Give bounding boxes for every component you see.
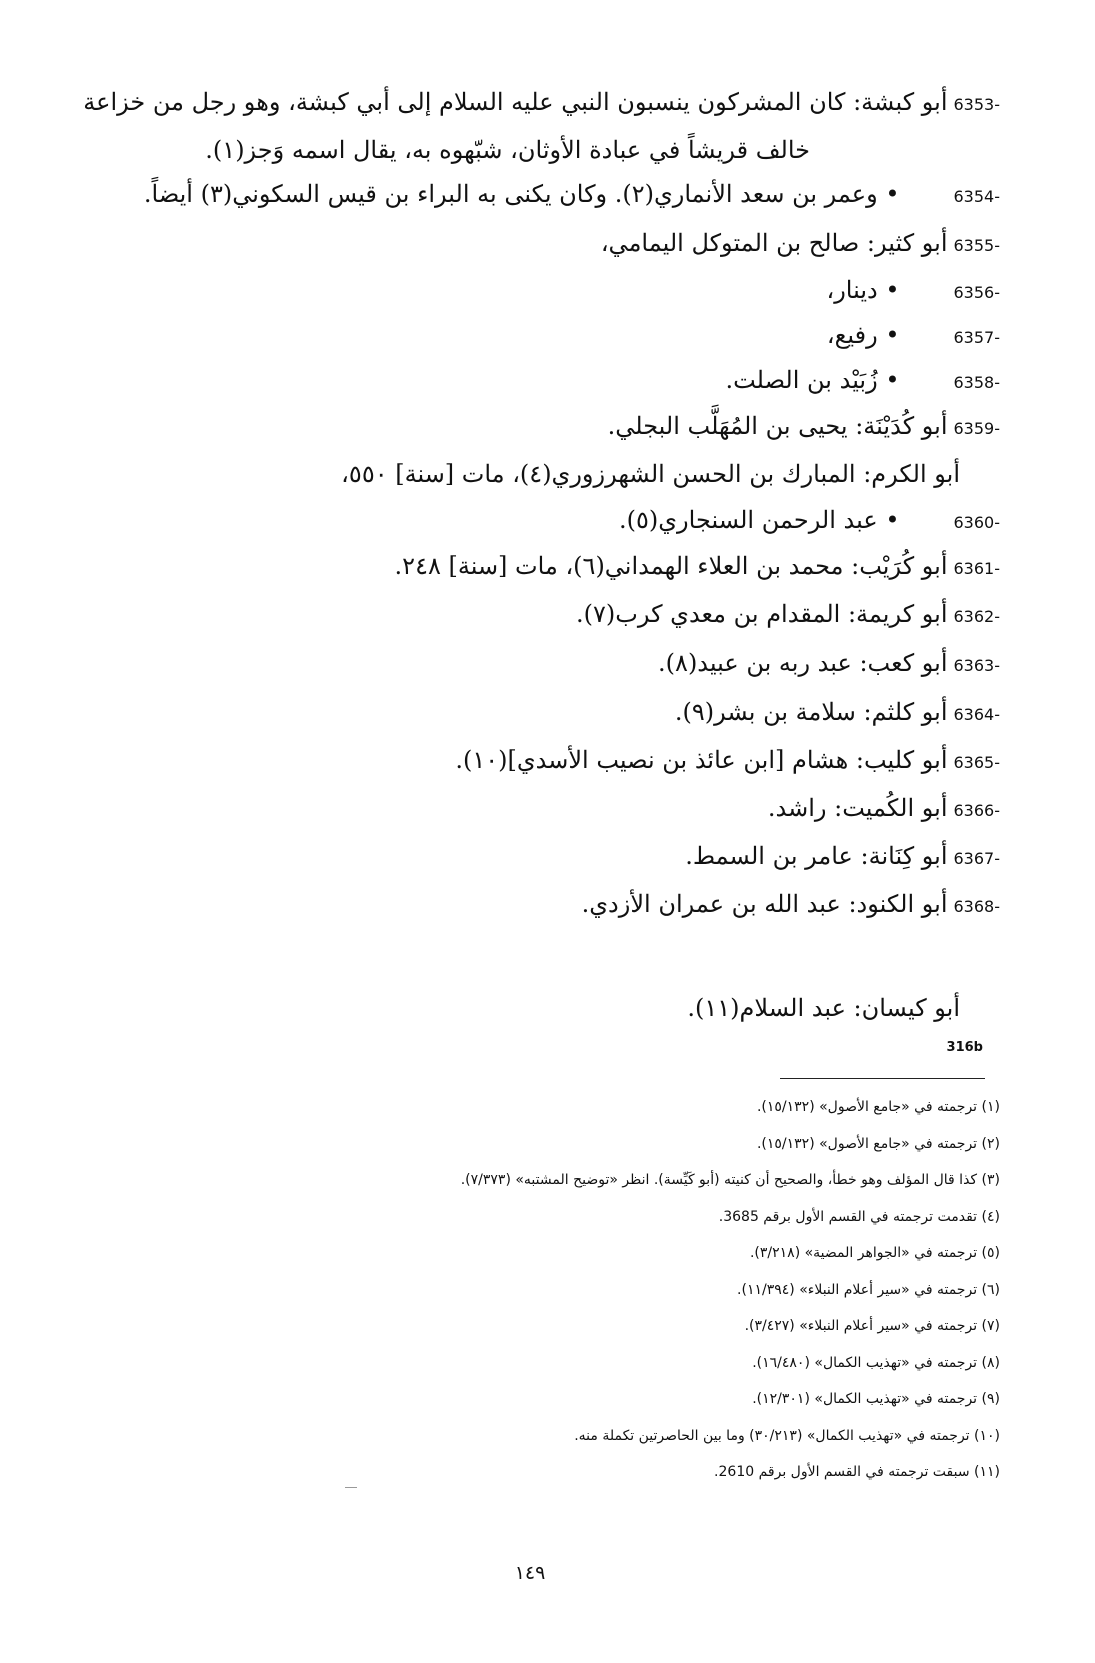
- footnote-11: (١١) سبقت ترجمته في القسم الأول برقم 2610.: [714, 1464, 1000, 1480]
- entry-number: 6368-: [953, 897, 1000, 916]
- entry-text: • زُبَيْد بن الصلت.: [725, 366, 900, 394]
- entry-6365: [455, 742, 1000, 781]
- entry-number: 6358-: [953, 373, 1000, 392]
- footnote-7: (٧) ترجمته في «سير أعلام النبلاء» (٣/٤٢٧).: [744, 1318, 1000, 1334]
- entry-number: 6361-: [953, 559, 1000, 578]
- entry-6363: [658, 645, 1000, 684]
- entry-text: • وعمر بن سعد الأنماري(٢). وكان يكنى به البراء بن قيس السكوني(٣) أيضاً.: [143, 180, 900, 208]
- footnote-separator: [780, 1078, 985, 1079]
- entry-number: 6365-: [953, 753, 1000, 772]
- entry-text: • رفيع،: [826, 321, 900, 349]
- entry-text: أبو كبشة: كان المشركون ينسبون النبي عليه السلام إلى أبي كبشة، وهو رجل من خزاعة: [83, 88, 948, 116]
- entry-number: 6366-: [953, 801, 1000, 820]
- entry-text: أبو كيسان: عبد السلام(١١).: [687, 994, 960, 1022]
- entry-text: أبو الكنود: عبد الله بن عمران الأزدي.: [581, 890, 948, 918]
- entry-text: • عبد الرحمن السنجاري(٥).: [619, 506, 900, 534]
- entry-text: أبو الكُميت: راشد.: [767, 794, 948, 822]
- entry-text: أبو كريمة: المقدام بن معدي كرب(٧).: [576, 600, 948, 628]
- entry-6360: [619, 502, 1000, 541]
- entry-6356: [826, 272, 1000, 311]
- entry-text: أبو كِنَانة: عامر بن السمط.: [685, 842, 948, 870]
- footnote-1: (١) ترجمته في «جامع الأصول» (١٥/١٣٢).: [756, 1099, 1000, 1115]
- footnote-8: (٨) ترجمته في «تهذيب الكمال» (١٦/٤٨٠).: [752, 1355, 1000, 1371]
- footnote-9: (٩) ترجمته في «تهذيب الكمال» (١٢/٣٠١).: [752, 1391, 1000, 1407]
- entry-number: 6355-: [953, 236, 1000, 255]
- footnote-5: (٥) ترجمته في «الجواهر المضية» (٣/٢١٨).: [749, 1245, 1000, 1261]
- entry-6364: [675, 694, 1000, 733]
- page-number: ١٤٩: [514, 1562, 546, 1584]
- entry-abu-al-karam: [341, 456, 960, 492]
- entry-number: 6353-: [953, 95, 1000, 114]
- entry-6359: [608, 408, 1000, 447]
- entry-number: 6354-: [953, 187, 1000, 206]
- scan-mark: [345, 1487, 357, 1488]
- entry-number: 6367-: [953, 849, 1000, 868]
- entry-text: أبو كُرَيْب: محمد بن العلاء الهمداني(٦)، مات [سنة] ٢٤٨.: [394, 552, 948, 580]
- entry-text: أبو كُدَيْنَة: يحيى بن المُهَلَّب البجلي.: [607, 412, 948, 440]
- entry-number: 6362-: [953, 607, 1000, 626]
- entry-6357: [827, 317, 1000, 356]
- entry-number: 6357-: [953, 328, 1000, 347]
- entry-number: 6364-: [953, 705, 1000, 724]
- entry-number: 6359-: [953, 419, 1000, 438]
- entry-6358: [725, 362, 1000, 401]
- entry-6362: [576, 596, 1000, 635]
- footnote-3: (٣) كذا قال المؤلف وهو خطأ، والصحيح أن كنيته (أبو كَيِّسة). انظر «توضيح المشتبه» (٧/٣٧٣).: [460, 1172, 1000, 1188]
- entry-6367: [685, 838, 1000, 877]
- entry-text: أبو كعب: عبد ربه بن عبيد(٨).: [658, 649, 948, 677]
- entry-6353: [83, 84, 1000, 123]
- entry-6355: [601, 225, 1000, 264]
- entry-text: أبو كلثم: سلامة بن بشر(٩).: [674, 698, 948, 726]
- manuscript-folio-marker: 316b: [946, 1040, 983, 1055]
- entry-6354: [144, 176, 1000, 215]
- entry-text: • دينار،: [826, 276, 900, 304]
- entry-6368: [582, 886, 1000, 925]
- entry-abu-kaysan: [687, 990, 960, 1026]
- entry-6361: [395, 548, 1000, 587]
- entry-6353-continuation: [205, 132, 810, 168]
- entry-number: 6363-: [953, 656, 1000, 675]
- entry-6366: [768, 790, 1000, 829]
- footnote-2: (٢) ترجمته في «جامع الأصول» (١٥/١٣٢).: [756, 1136, 1000, 1152]
- footnote-10: (١٠) ترجمته في «تهذيب الكمال» (٣٠/٢١٣) وما بين الحاصرتين تكملة منه.: [574, 1428, 1000, 1444]
- entry-number: 6356-: [953, 283, 1000, 302]
- entry-number: 6360-: [953, 513, 1000, 532]
- entry-text: أبو كليب: هشام [ابن عائذ بن نصيب الأسدي](١٠).: [455, 746, 948, 774]
- footnote-4: (٤) تقدمت ترجمته في القسم الأول برقم 3685.: [718, 1209, 1000, 1225]
- entry-text: أبو الكرم: المبارك بن الحسن الشهرزوري(٤)، مات [سنة] ٥٥٠،: [341, 460, 960, 488]
- entry-text: أبو كثير: صالح بن المتوكل اليمامي،: [600, 229, 948, 257]
- footnote-6: (٦) ترجمته في «سير أعلام النبلاء» (١١/٣٩٤).: [737, 1282, 1000, 1298]
- entry-text: خالف قريشاً في عبادة الأوثان، شبّهوه به، يقال اسمه وَجز(١).: [205, 136, 810, 164]
